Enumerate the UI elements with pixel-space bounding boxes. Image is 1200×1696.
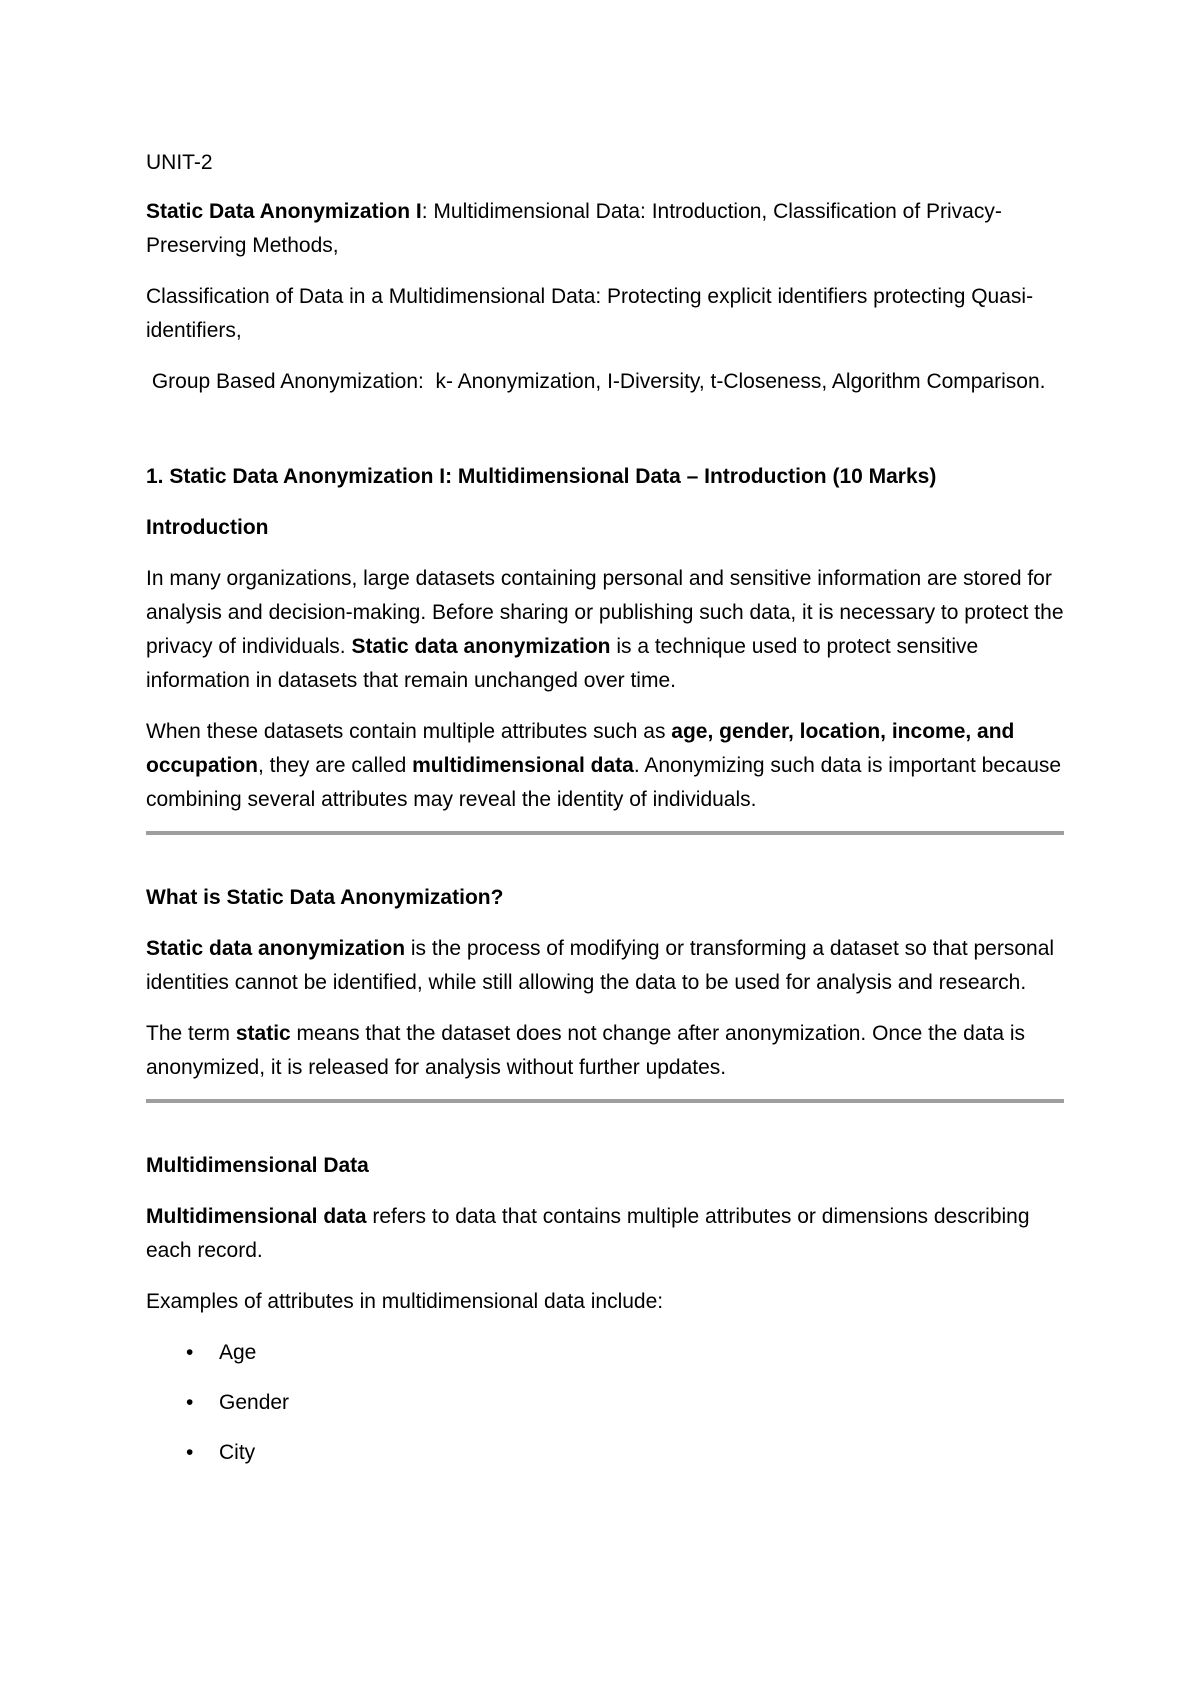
document-page xyxy=(146,146,1066,1486)
spacer xyxy=(146,416,1066,460)
section-1-title: 1. Static Data Anonymization I: Multidimensional Data – Introduction (10 Marks) xyxy=(146,465,937,488)
multidimensional-heading: Multidimensional Data xyxy=(146,1154,369,1177)
multidimensional-definition xyxy=(146,1200,1066,1268)
syllabus-topic-text: : Multidimensional Data: Introduction, Classification of Privacy-Preserving Methods, xyxy=(146,200,1002,257)
list-item-label: Gender xyxy=(219,1391,290,1414)
intro-p2-bold-attributes: age, gender, location, income, and occupation xyxy=(146,720,1015,777)
list-item xyxy=(146,1436,1066,1470)
unit-title: UNIT-2 xyxy=(146,151,213,174)
definition-paragraph xyxy=(146,932,1066,1000)
bullet-icon: • xyxy=(186,1391,194,1414)
static-term-paragraph xyxy=(146,1017,1066,1085)
intro-p1-text-b: is a technique used to protect sensitive information in datasets that remain unchanged over time. xyxy=(146,635,979,692)
attribute-list xyxy=(146,1336,1066,1470)
syllabus-topic-bold: Static Data Anonymization I xyxy=(146,200,422,223)
introduction-heading: Introduction xyxy=(146,516,269,539)
horizontal-rule xyxy=(146,1099,1064,1103)
syllabus-line-3: Group Based Anonymization: k- Anonymization, I-Diversity, t-Closeness, Algorithm Comparison. xyxy=(146,370,1046,393)
intro-p1-text-a: In many organizations, large datasets containing personal and sensitive information are stored for analysis and decision-making. Before sharing or publishing such data, it is necessary to protect the privacy of individuals. xyxy=(146,567,1064,658)
horizontal-rule xyxy=(146,831,1064,835)
bullet-icon: • xyxy=(186,1341,194,1364)
static-term-text-b: means that the dataset does not change after anonymization. Once the data is anonymized, it is released for analysis without further updates. xyxy=(146,1022,1026,1079)
list-item-label: Age xyxy=(219,1341,257,1364)
static-term-text-a: The term xyxy=(146,1022,236,1045)
examples-intro: Examples of attributes in multidimensional data include: xyxy=(146,1290,664,1313)
multidimensional-bold: Multidimensional data xyxy=(146,1205,367,1228)
intro-p2-text-a: When these datasets contain multiple attributes such as xyxy=(146,720,672,743)
static-term-bold: static xyxy=(235,1022,291,1045)
intro-paragraph-2 xyxy=(146,715,1066,817)
definition-text: is the process of modifying or transforming a dataset so that personal identities cannot be identified, while still allowing the data to be used for analysis and research. xyxy=(146,937,1055,994)
syllabus-line-1 xyxy=(146,195,1066,263)
multidimensional-text: refers to data that contains multiple attributes or dimensions describing each record. xyxy=(146,1205,1030,1262)
list-item-label: City xyxy=(219,1441,256,1464)
intro-paragraph-1 xyxy=(146,562,1066,698)
intro-p2-text-b: , they are called xyxy=(258,754,413,777)
list-item xyxy=(146,1336,1066,1370)
list-item xyxy=(146,1386,1066,1420)
intro-p2-bold-term: multidimensional data xyxy=(412,754,634,777)
syllabus-line-2: Classification of Data in a Multidimensional Data: Protecting explicit identifiers protecting Quasi-identifiers, xyxy=(146,285,1034,342)
bullet-icon: • xyxy=(186,1441,194,1464)
intro-p1-bold: Static data anonymization xyxy=(351,635,611,658)
definition-bold: Static data anonymization xyxy=(146,937,406,960)
intro-p2-text-c: . Anonymizing such data is important because combining several attributes may reveal the identity of individuals. xyxy=(146,754,1062,811)
what-is-heading: What is Static Data Anonymization? xyxy=(146,886,504,909)
